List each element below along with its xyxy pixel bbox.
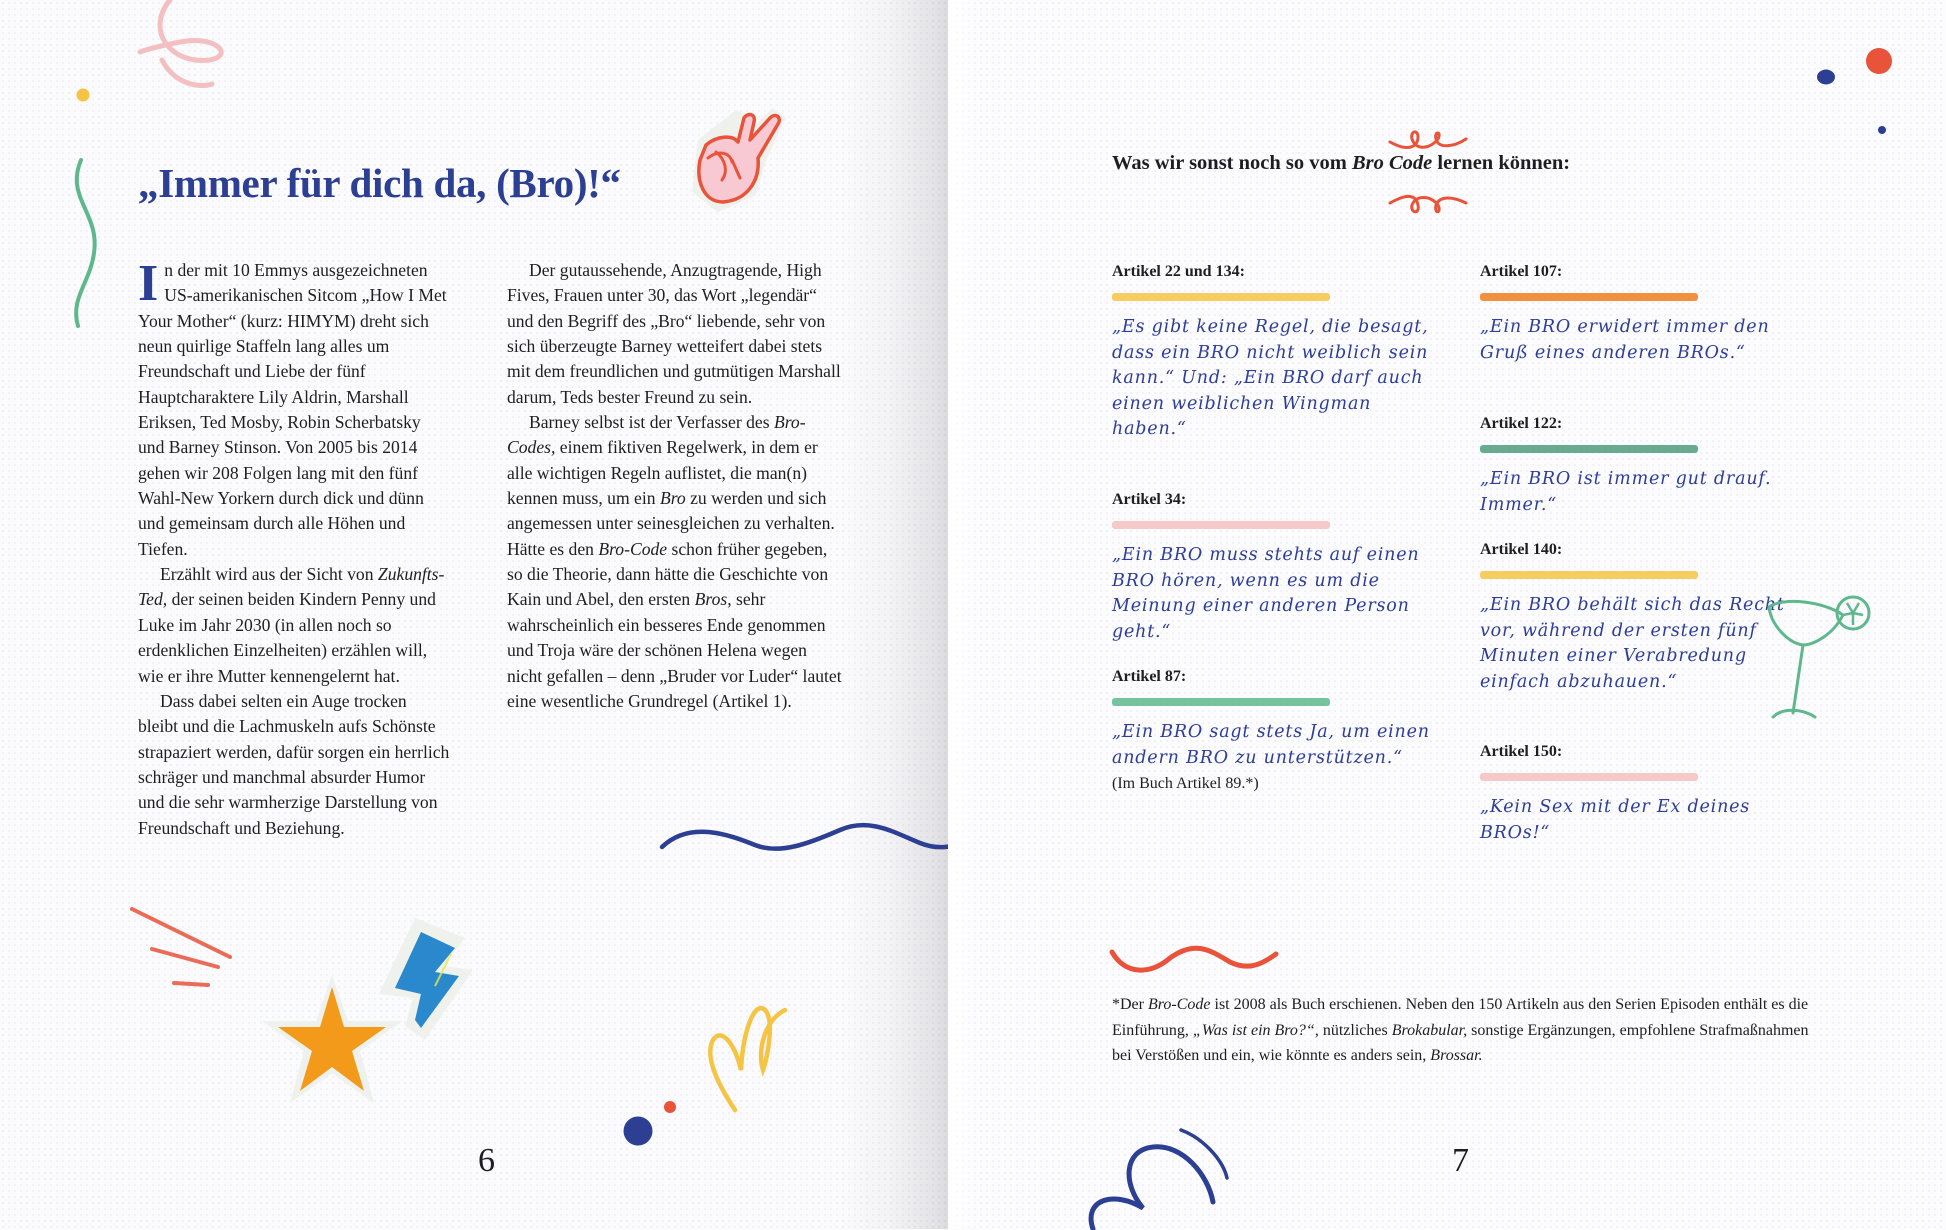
article-quote: „Ein BRO erwidert immer den Gruß eines anderen BROs.“ (1480, 317, 1770, 363)
article-quote: „Ein BRO behält sich das Recht vor, während der ersten fünf Minuten einer Verabredung einfach abzuhauen.“ (1480, 595, 1785, 692)
peace-hand-sticker-icon (678, 100, 788, 215)
paragraph-text: zu werden und sich angemessen unter seinesgleichen zu verhalten. Hätte es den (507, 488, 835, 559)
article-140 (1480, 541, 1810, 695)
article-note: (Im Buch Artikel 89.*) (1112, 775, 1259, 792)
article-107 (1480, 263, 1810, 366)
paragraph-text: einem fiktiven Regelwerk, in dem er alle wichtigen Regeln auflistet, die man(n) kennen muss, um ein (507, 437, 818, 509)
article-label: Artikel 122: (1480, 415, 1563, 432)
footnote-text: sonstige Ergänzungen, empfohlene Strafmaßnahmen bei Verstößen und ein, wie könnte es anders sein, (1112, 1021, 1809, 1064)
paragraph: Dass dabei selten ein Auge trocken bleibt und die Lachmuskeln aufs Schönste strapaziert werden, dafür sorgen ein herrlich schräger und manchmal absurder Humor und die sehr warmherzige Darstellung von Freundschaft und Beziehung. (138, 690, 450, 838)
article-quote: „Ein BRO muss stehts auf einen BRO hören, wenn es um die Meinung einer anderen Person geht.“ (1112, 545, 1420, 642)
body-column-middle (507, 258, 842, 714)
red-wave-doodle-icon (1110, 940, 1280, 980)
article-quote: „Es gibt keine Regel, die besagt, dass ein BRO nicht weiblich sein kann.“ Und: „Ein BRO darf auch einen weiblichen Wingman haben.“ (1112, 317, 1429, 439)
star-sticker-icon (262, 975, 402, 1115)
footnote-emphasis: Brossar. (1430, 1047, 1483, 1064)
paragraph-text: n der mit 10 Emmys ausgezeichneten US-amerikanischen Sitcom „How I Met Your Mother“ (kurz: HIMYM) dreht sich neun quirlige Staffeln lang alles um Freundschaft und Liebe der fünf Hauptcharaktere Lily Aldrin, Marshall Eriksen, Ted Mosby, Robin Scherbatsky und Barney Stinson. Von 2005 bis 2014 gehen wir 208 Folgen lang mit den fünf Wahl-New Yorkern durch dick und dünn und gemeinsam durch alle Höhen und Tiefen. (138, 260, 447, 559)
heading-text: lernen können: (1432, 152, 1571, 174)
paragraph-text: der seinen beiden Kindern Penny und Luke im Jahr 2030 (in allen noch so erdenklichen Einzelheiten) erzählen will, wie er ihre Mutter kennengelernt hat. (138, 589, 436, 686)
emphasis-text: Bro-Code (598, 538, 668, 559)
paragraph-text: schon früher gegeben, so die Theorie, dann hätte die Geschichte von Kain und Abel, den ersten (507, 538, 829, 610)
article-label: Artikel 140: (1480, 541, 1563, 558)
page-number: 6 (478, 1142, 495, 1179)
red-speed-lines-icon (130, 905, 240, 985)
article-150 (1480, 743, 1810, 846)
body-column-left (138, 255, 450, 841)
article-quote: „Ein BRO sagt stets Ja, um einen andern BRO zu unterstützen.“ (1112, 722, 1430, 768)
footnote-text: ist 2008 als Buch erschienen. Neben den 150 Artikeln aus den Serien Episoden enthält es die Einführung, (1112, 996, 1809, 1039)
article-22-134 (1112, 263, 1442, 443)
highlight-bar (1112, 698, 1330, 706)
footnote-text: , nützliches (1314, 1021, 1392, 1039)
article-label: Artikel 22 und 134: (1112, 263, 1245, 280)
section-heading (1112, 152, 1570, 175)
article-label: Artikel 150: (1480, 743, 1563, 760)
red-dot-icon (663, 1100, 677, 1114)
emphasis-text: Bros, (694, 589, 732, 610)
footnote-emphasis: Bro-Code (1147, 996, 1211, 1013)
highlight-bar (1112, 521, 1330, 529)
yellow-scribble-icon (705, 1000, 785, 1120)
article-label: Artikel 34: (1112, 491, 1187, 508)
emphasis-text: Bro-Codes, (507, 412, 806, 458)
article-label: Artikel 107: (1480, 263, 1563, 280)
footnote-emphasis: Brokabular, (1391, 1021, 1468, 1039)
red-dot-icon (1865, 47, 1893, 75)
paragraph-text: sehr wahrscheinlich ein besseres Ende genommen und Troja wäre der schönen Helena wegen nicht gefallen – denn „Bruder vor Luder“ lautet eine wesentliche Grundregel (Artikel 1). (507, 589, 842, 711)
yellow-dot-icon (76, 88, 90, 102)
paragraph-text: Barney selbst ist der Verfasser des (529, 412, 774, 433)
article-34 (1112, 491, 1442, 645)
paragraph: Der gutaussehende, Anzugtragende, High Fives, Frauen unter 30, das Wort „legendär“ und den Begriff des „Bro“ liebende, sehr von sich überzeugte Barney wetteifert dabei stets mit dem freundlichen und gutmütigen Marshall darum, Teds bester Freund zu sein. (507, 260, 841, 407)
footnote (1112, 992, 1832, 1069)
blue-dot-icon (622, 1115, 654, 1147)
right-page (948, 0, 1946, 1229)
article-label: Artikel 87: (1112, 668, 1187, 685)
footnote-emphasis: „Was ist ein Bro?“ (1192, 1021, 1315, 1039)
left-page (0, 0, 948, 1229)
article-122 (1480, 415, 1810, 518)
green-squiggle-icon (70, 158, 110, 328)
article-87 (1112, 668, 1442, 795)
article-quote: „Kein Sex mit der Ex deines BROs!“ (1480, 797, 1751, 843)
margarita-glass-icon (1763, 595, 1883, 735)
emphasis-text: Zukunfts-Ted, (138, 564, 445, 610)
heading-emphasis: Bro Code (1351, 152, 1433, 174)
blue-small-dot-icon (1877, 125, 1887, 135)
article-quote: „Ein BRO ist immer gut drauf. Immer.“ (1480, 469, 1772, 515)
highlight-bar (1480, 571, 1698, 579)
blue-dot-icon (1816, 69, 1836, 85)
red-curl-doodle-top-icon (1388, 127, 1468, 151)
highlight-bar (1480, 773, 1698, 781)
blue-loop-scribble-icon (1083, 1130, 1223, 1230)
paragraph (138, 562, 450, 689)
red-curl-doodle-bottom-icon (1388, 193, 1468, 217)
highlight-bar (1480, 445, 1698, 453)
highlight-bar (1112, 293, 1330, 301)
emphasis-text: Bro (659, 488, 686, 509)
paragraph-text: Erzählt wird aus der Sicht von (160, 564, 378, 585)
page-number: 7 (1452, 1142, 1469, 1179)
heading-text: Was wir sonst noch so vom (1112, 152, 1352, 174)
page-title: „Immer für dich da, (Bro)!“ (138, 160, 621, 207)
paragraph (138, 255, 450, 562)
drop-cap: I (138, 255, 159, 312)
highlight-bar (1480, 293, 1698, 301)
pink-loop-doodle-icon (140, 0, 230, 90)
paragraph (507, 410, 842, 714)
footnote-text: *Der (1112, 996, 1148, 1013)
